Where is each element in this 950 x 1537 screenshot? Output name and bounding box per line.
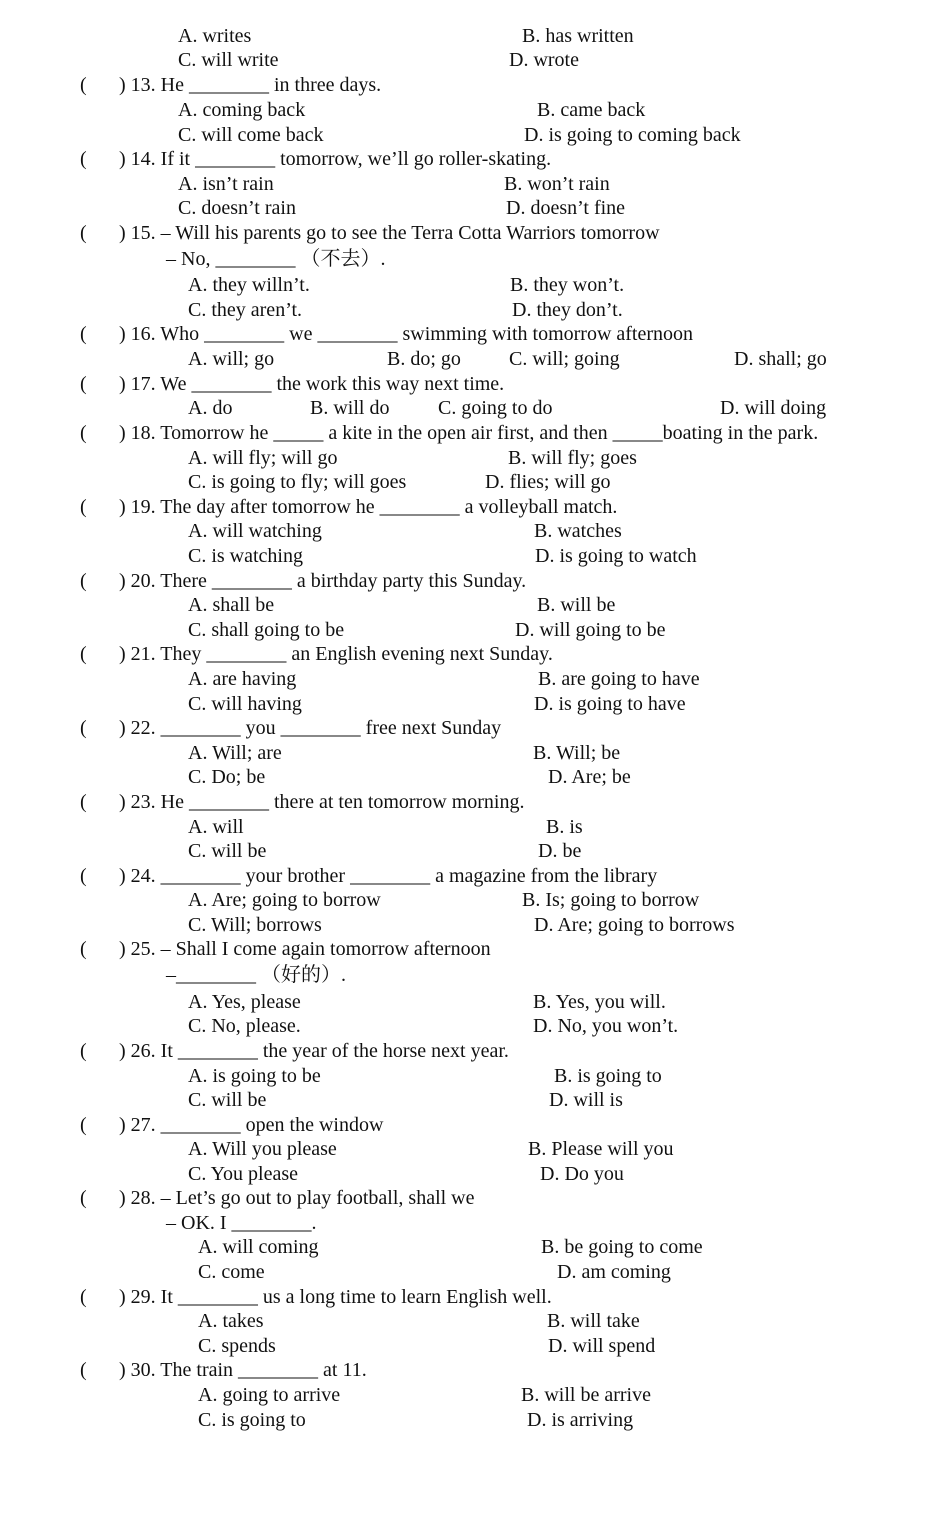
text-line: ) 25. – Shall I come again tomorrow afternoon <box>119 938 491 960</box>
text-line: B. be going to come <box>541 1236 703 1258</box>
text-line: D. will spend <box>548 1335 656 1357</box>
answer-bracket: ( <box>80 1187 87 1209</box>
text-line: C. will; going <box>509 348 620 370</box>
text-line: D. No, you won’t. <box>533 1015 679 1037</box>
text-line: B. Yes, you will. <box>533 991 666 1013</box>
answer-bracket: ( <box>80 1359 87 1381</box>
text-line: C. is going to fly; will goes <box>188 471 407 493</box>
text-line: B. watches <box>534 520 622 542</box>
text-line: B. won’t rain <box>504 173 610 195</box>
text-line: B. will fly; goes <box>508 447 637 469</box>
text-line: D. is going to coming back <box>524 124 741 146</box>
text-line: B. do; go <box>387 348 461 370</box>
text-line: ) 30. The train ________ at 11. <box>119 1359 367 1381</box>
text-line: D. be <box>538 840 582 862</box>
text-line: B. Is; going to borrow <box>522 889 700 911</box>
text-line: A. Are; going to borrow <box>188 889 381 911</box>
text-line: C. going to do <box>438 397 553 419</box>
text-line: A. they willn’t. <box>188 274 310 296</box>
text-line: A. isn’t rain <box>178 173 274 195</box>
text-line: D. will doing <box>720 397 827 419</box>
text-line: A. shall be <box>188 594 275 616</box>
text-line: A. Will you please <box>188 1138 337 1160</box>
text-line: D. flies; will go <box>485 471 611 493</box>
text-line: B. will be arrive <box>521 1384 651 1406</box>
text-line: B. is going to <box>554 1065 662 1087</box>
text-line: D. doesn’t fine <box>506 197 626 219</box>
text-line: B. has written <box>522 25 634 47</box>
text-line: C. is watching <box>188 545 303 567</box>
text-line: A. Will; are <box>188 742 282 764</box>
text-line: D. is going to watch <box>535 545 697 567</box>
text-line: B. will be <box>537 594 616 616</box>
text-line: D. will is <box>549 1089 623 1111</box>
text-line: B. Please will you <box>528 1138 674 1160</box>
text-line: B. they won’t. <box>510 274 625 296</box>
text-line: ) 18. Tomorrow he _____ a kite in the open air first, and then _____boating in the park. <box>119 422 819 444</box>
text-line: C. Will; borrows <box>188 914 322 936</box>
answer-bracket: ( <box>80 865 87 887</box>
text-line: D. is going to have <box>534 693 686 715</box>
text-line: ) 29. It ________ us a long time to learn English well. <box>119 1286 552 1308</box>
text-line: ) 24. ________ your brother ________ a magazine from the library <box>119 865 658 887</box>
text-line: ) 13. He ________ in three days. <box>119 74 382 96</box>
text-line: D. will going to be <box>515 619 666 641</box>
text-line: D. they don’t. <box>512 299 623 321</box>
text-line: A. will <box>188 816 244 838</box>
text-line: ) 27. ________ open the window <box>119 1114 384 1136</box>
text-line: D. Are; be <box>548 766 631 788</box>
text-line: B. will take <box>547 1310 640 1332</box>
text-line: A. Yes, please <box>188 991 301 1013</box>
text-line: D. Do you <box>540 1163 624 1185</box>
answer-bracket: ( <box>80 422 87 444</box>
text-line: C. spends <box>198 1335 276 1357</box>
text-line: B. Will; be <box>533 742 621 764</box>
answer-bracket: ( <box>80 1286 87 1308</box>
text-line: – OK. I ________. <box>166 1212 317 1234</box>
text-line: B. came back <box>537 99 646 121</box>
text-line: C. shall going to be <box>188 619 345 641</box>
text-line: A. are having <box>188 668 297 690</box>
answer-bracket: ( <box>80 222 87 244</box>
answer-bracket: ( <box>80 496 87 518</box>
answer-bracket: ( <box>80 938 87 960</box>
text-line: C. No, please. <box>188 1015 301 1037</box>
text-line: B. are going to have <box>538 668 700 690</box>
answer-bracket: ( <box>80 373 87 395</box>
text-line: C. will having <box>188 693 302 715</box>
text-line: ) 22. ________ you ________ free next Sunday <box>119 717 502 739</box>
answer-bracket: ( <box>80 148 87 170</box>
text-line: B. is <box>546 816 583 838</box>
text-line: C. they aren’t. <box>188 299 303 321</box>
answer-bracket: ( <box>80 323 87 345</box>
text-line: C. doesn’t rain <box>178 197 296 219</box>
text-line: ) 16. Who ________ we ________ swimming with tomorrow afternoon <box>119 323 694 345</box>
text-line: ) 14. If it ________ tomorrow, we’ll go roller-skating. <box>119 148 552 170</box>
answer-bracket: ( <box>80 717 87 739</box>
text-line: C. Do; be <box>188 766 266 788</box>
text-line: C. will come back <box>178 124 324 146</box>
text-line: A. takes <box>198 1310 264 1332</box>
text-line: A. will watching <box>188 520 322 542</box>
text-line: C. come <box>198 1261 265 1283</box>
text-line: D. am coming <box>557 1261 671 1283</box>
text-line: – No, ________ （不去）. <box>166 248 386 270</box>
text-line: ) 15. – Will his parents go to see the Terra Cotta Warriors tomorrow <box>119 222 660 244</box>
text-line: C. will be <box>188 1089 267 1111</box>
text-line: A. coming back <box>178 99 306 121</box>
text-line: D. Are; going to borrows <box>534 914 735 936</box>
text-line: A. going to arrive <box>198 1384 341 1406</box>
text-line: ) 21. They ________ an English evening next Sunday. <box>119 643 553 665</box>
text-line: C. will be <box>188 840 267 862</box>
answer-bracket: ( <box>80 1040 87 1062</box>
text-line: A. will; go <box>188 348 275 370</box>
answer-bracket: ( <box>80 791 87 813</box>
text-line: D. is arriving <box>527 1409 634 1431</box>
text-line: ) 28. – Let’s go out to play football, shall we <box>119 1187 475 1209</box>
text-line: ) 17. We ________ the work this way next time. <box>119 373 505 395</box>
text-line: A. writes <box>178 25 252 47</box>
answer-bracket: ( <box>80 74 87 96</box>
answer-bracket: ( <box>80 643 87 665</box>
text-line: C. You please <box>188 1163 299 1185</box>
text-line: A. will fly; will go <box>188 447 338 469</box>
answer-bracket: ( <box>80 1114 87 1136</box>
text-line: B. will do <box>310 397 390 419</box>
text-line: C. will write <box>178 49 279 71</box>
text-line: A. is going to be <box>188 1065 321 1087</box>
text-line: A. do <box>188 397 233 419</box>
text-line: –________ （好的）. <box>166 964 346 986</box>
text-line: C. is going to <box>198 1409 306 1431</box>
text-line: ) 26. It ________ the year of the horse next year. <box>119 1040 509 1062</box>
text-line: ) 20. There ________ a birthday party this Sunday. <box>119 570 527 592</box>
text-line: ) 19. The day after tomorrow he ________ a volleyball match. <box>119 496 618 518</box>
text-line: D. shall; go <box>734 348 827 370</box>
answer-bracket: ( <box>80 570 87 592</box>
text-line: D. wrote <box>509 49 579 71</box>
text-line: ) 23. He ________ there at ten tomorrow morning. <box>119 791 525 813</box>
text-line: A. will coming <box>198 1236 319 1258</box>
